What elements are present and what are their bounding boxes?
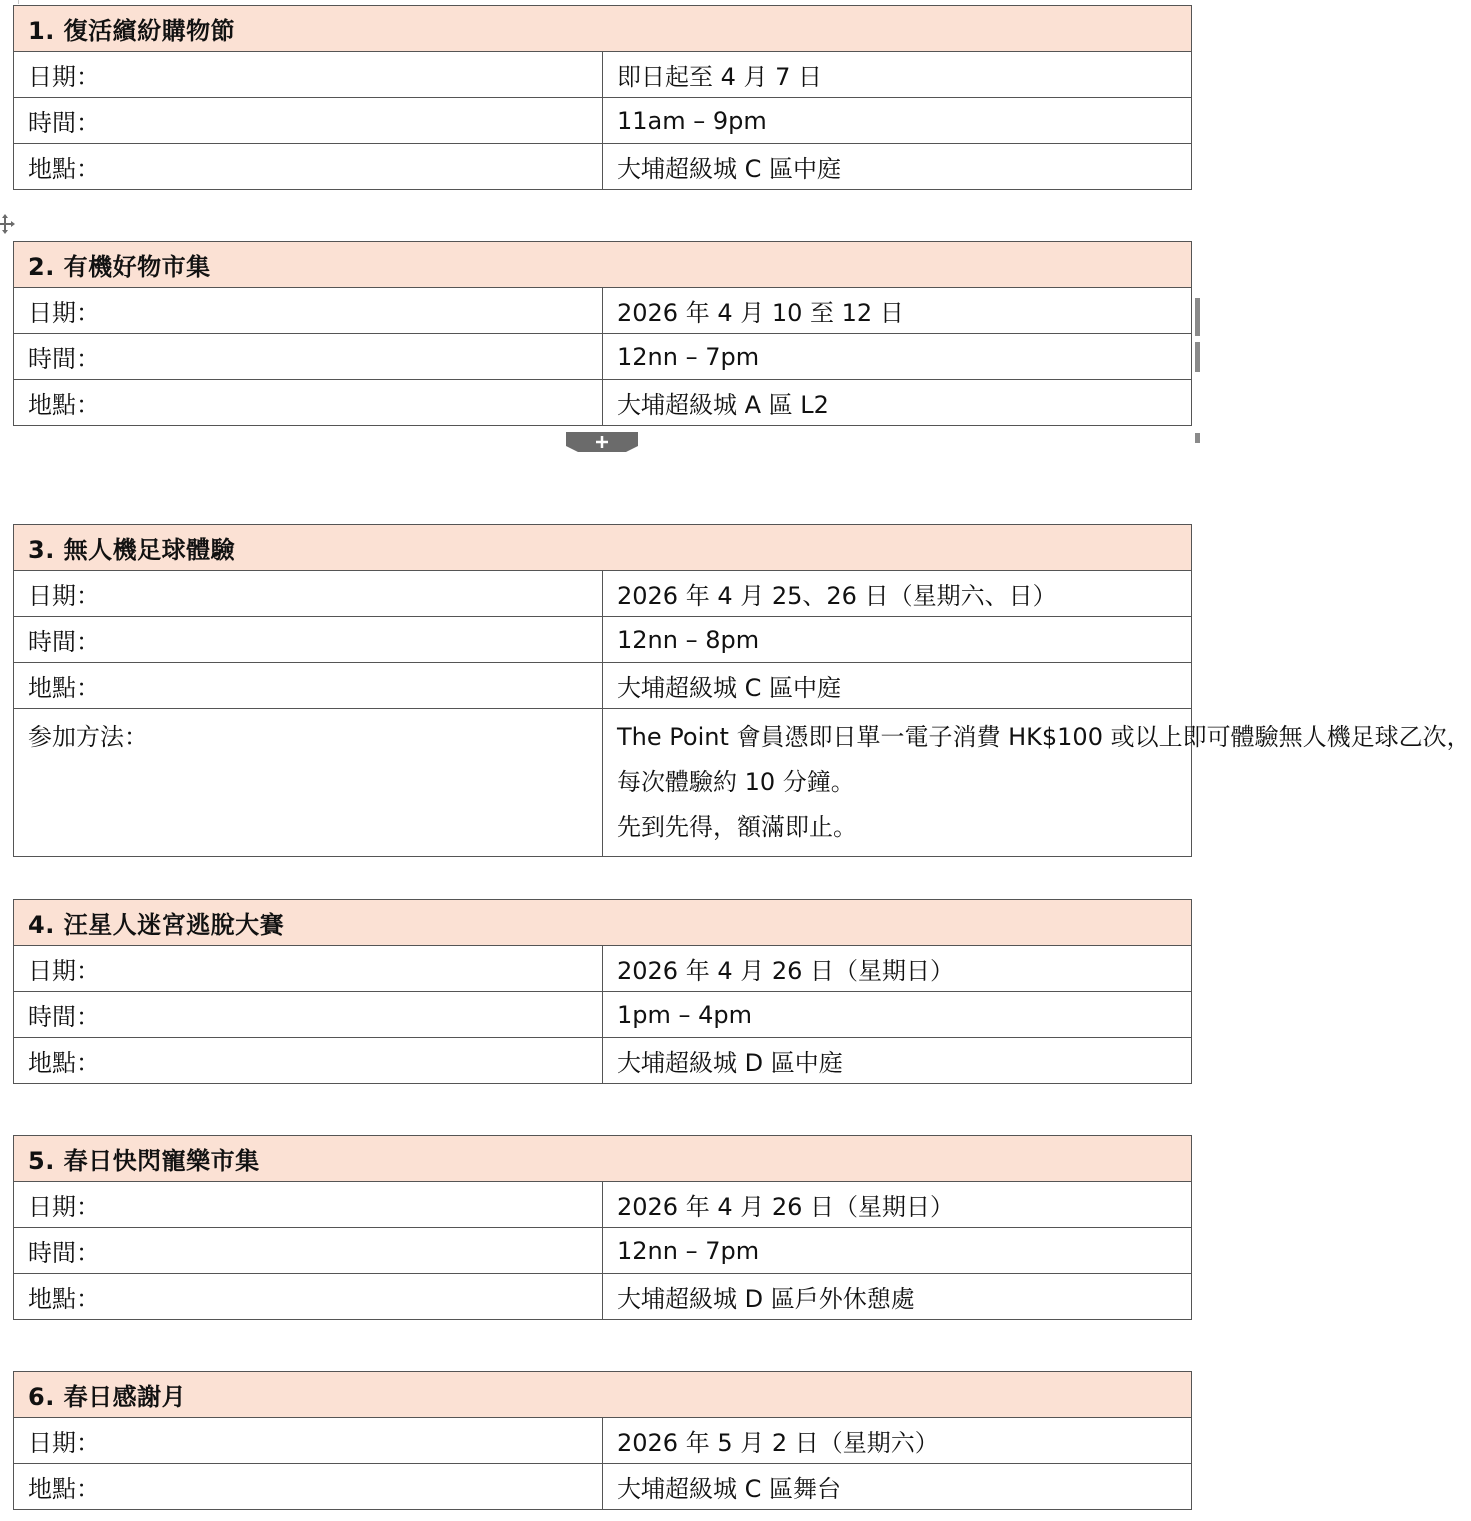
event-time-row [14,334,1192,380]
event-time-row [14,617,1192,663]
date-label: 日期： [14,571,603,617]
event-date-row [14,1182,1192,1228]
event-header-row [14,242,1192,288]
time-value: 12nn – 8pm [603,617,1192,663]
edge-marker [1195,342,1200,372]
time-label: 時間： [14,617,603,663]
edge-marker [1195,433,1200,443]
location-value: 大埔超級城 C 區中庭 [603,144,1192,190]
event-table-2 [13,241,1192,426]
event-header-row [14,1136,1192,1182]
event-date-row [14,571,1192,617]
location-label: 地點： [14,380,603,426]
location-value: 大埔超級城 D 區中庭 [603,1038,1192,1084]
event-location-row [14,663,1192,709]
edge-marker [1195,298,1200,336]
location-label: 地點： [14,1274,603,1320]
time-value: 1pm – 4pm [603,992,1192,1038]
event-location-row [14,1274,1192,1320]
event-title: 5. 春日快閃寵樂市集 [14,1136,1192,1182]
date-label: 日期： [14,1182,603,1228]
method-line: 每次體驗約 10 分鐘。 [617,768,855,796]
event-header-row [14,6,1192,52]
event-time-row [14,992,1192,1038]
time-label: 時間： [14,1228,603,1274]
event-table-1 [13,5,1192,190]
event-date-row [14,1418,1192,1464]
event-header-row [14,525,1192,571]
event-location-row [14,144,1192,190]
date-label: 日期： [14,946,603,992]
event-table-4 [13,899,1192,1084]
add-row-button[interactable] [566,432,638,454]
event-location-row [14,380,1192,426]
event-table-5 [13,1135,1192,1320]
event-location-row [14,1038,1192,1084]
event-time-row [14,1228,1192,1274]
method-line: 先到先得，額滿即止。 [617,813,857,841]
date-value: 2026 年 4 月 10 至 12 日 [603,288,1192,334]
location-label: 地點： [14,663,603,709]
date-label: 日期： [14,1418,603,1464]
location-value: 大埔超級城 D 區戶外休憩處 [603,1274,1192,1320]
event-title: 4. 汪星人迷宮逃脫大賽 [14,900,1192,946]
event-method-row [14,709,1192,857]
event-title: 6. 春日感謝月 [14,1372,1192,1418]
time-value: 12nn – 7pm [603,1228,1192,1274]
time-value: 11am – 9pm [603,98,1192,144]
event-title: 2. 有機好物市集 [14,242,1192,288]
date-value: 即日起至 4 月 7 日 [603,52,1192,98]
event-table-3 [13,524,1471,857]
method-line: The Point 會員憑即日單一電子消費 HK$100 或以上即可體驗無人機足球乙次， [617,723,1471,751]
time-label: 時間： [14,98,603,144]
method-value [603,709,1471,857]
time-label: 時間： [14,334,603,380]
event-header-row [14,1372,1192,1418]
location-label: 地點： [14,1464,603,1510]
location-value: 大埔超級城 C 區中庭 [603,663,1192,709]
location-label: 地點： [14,144,603,190]
date-value: 2026 年 4 月 26 日（星期日） [603,946,1192,992]
date-value: 2026 年 5 月 2 日（星期六） [603,1418,1192,1464]
event-title: 3. 無人機足球體驗 [14,525,1192,571]
event-date-row [14,288,1192,334]
time-value: 12nn – 7pm [603,334,1192,380]
date-label: 日期： [14,288,603,334]
date-label: 日期： [14,52,603,98]
event-date-row [14,946,1192,992]
event-date-row [14,52,1192,98]
method-label: 参加方法： [14,709,603,857]
event-time-row [14,98,1192,144]
event-title: 1. 復活繽紛購物節 [14,6,1192,52]
date-value: 2026 年 4 月 25、26 日（星期六、日） [603,571,1192,617]
location-label: 地點： [14,1038,603,1084]
location-value: 大埔超級城 C 區舞台 [603,1464,1192,1510]
time-label: 時間： [14,992,603,1038]
date-value: 2026 年 4 月 26 日（星期日） [603,1182,1192,1228]
location-value: 大埔超級城 A 區 L2 [603,380,1192,426]
move-arrows-icon[interactable] [0,213,16,235]
margin-guide [18,0,19,4]
event-header-row [14,900,1192,946]
event-location-row [14,1464,1192,1510]
event-table-6 [13,1371,1192,1510]
